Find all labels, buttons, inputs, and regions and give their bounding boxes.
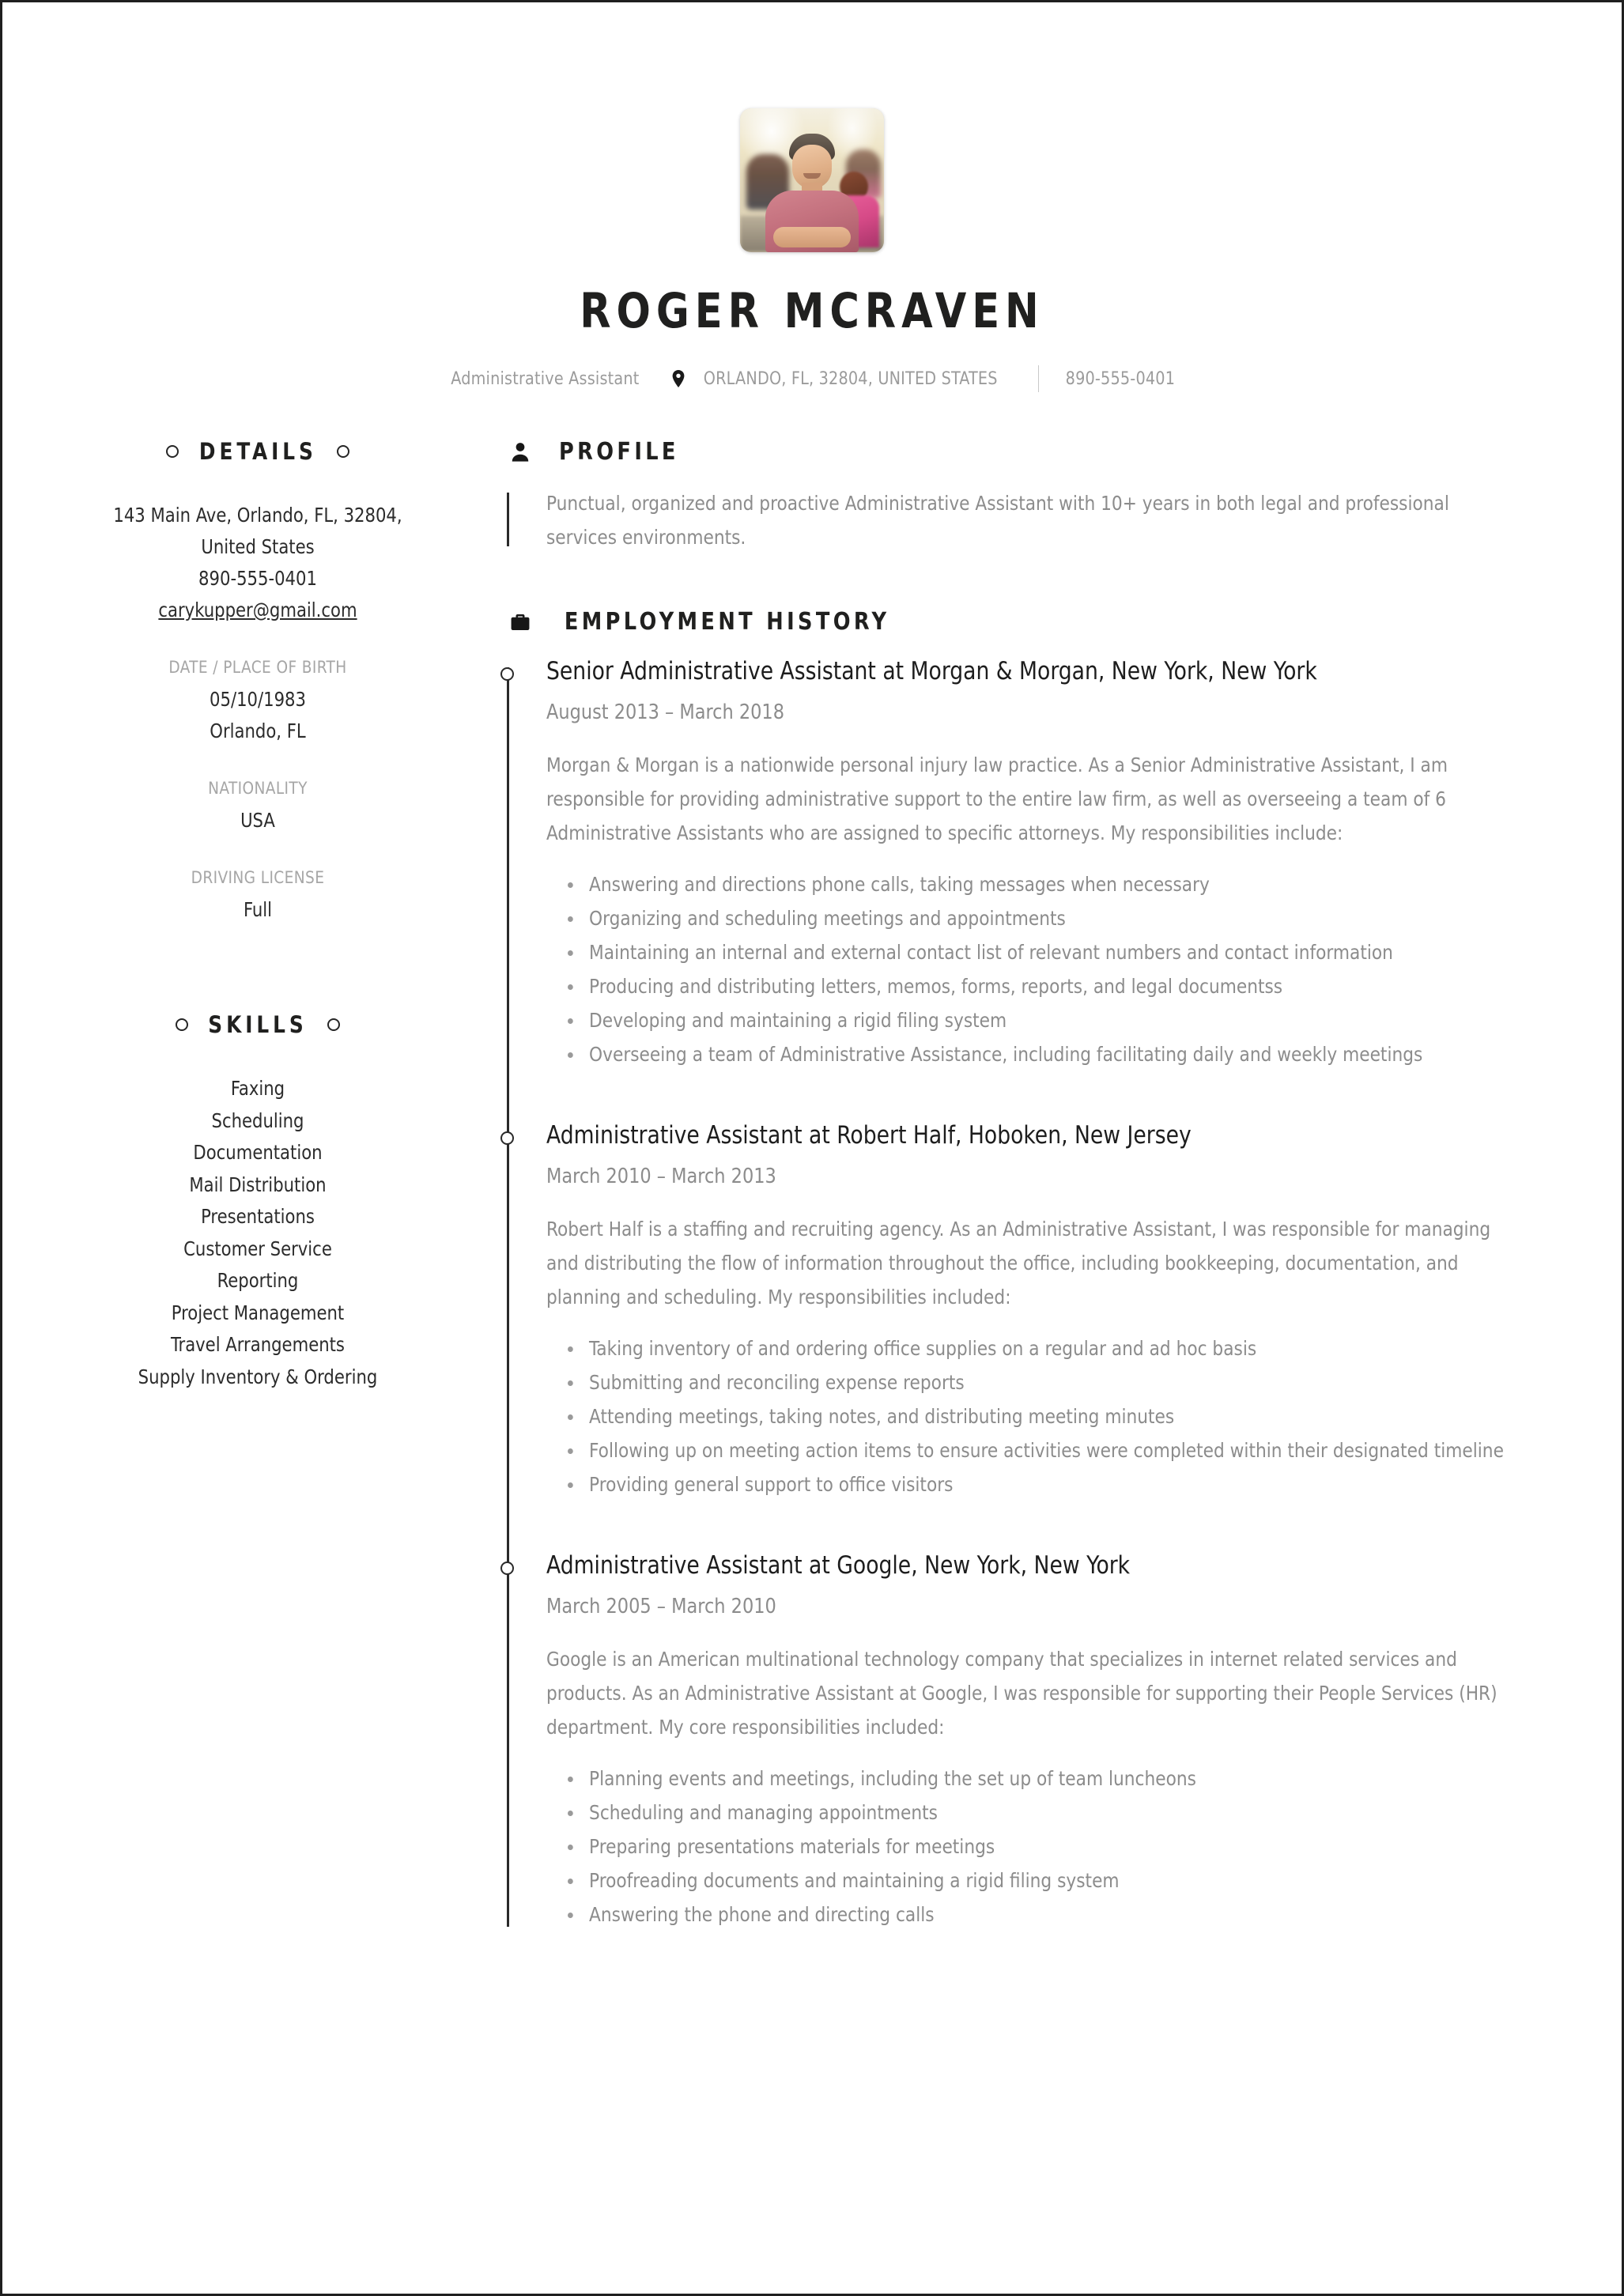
detail-field-nationality <box>75 779 440 836</box>
employment-heading-label: EMPLOYMENT HISTORY <box>564 608 890 636</box>
avatar-photo <box>740 108 884 252</box>
list-item: Answering and directions phone calls, taking messages when necessary <box>546 867 1516 901</box>
list-item: Customer Service <box>183 1237 332 1260</box>
list-item: Answering the phone and directing calls <box>546 1898 1516 1932</box>
details-address <box>82 500 433 626</box>
list-item: Scheduling <box>211 1108 304 1132</box>
list-item: Taking inventory of and ordering office supplies on a regular and ad hoc basis <box>546 1331 1516 1365</box>
list-item: Organizing and scheduling meetings and appointments <box>546 901 1516 935</box>
resume-columns <box>2 438 1622 1932</box>
briefcase-icon <box>507 609 534 636</box>
list-item: Project Management <box>171 1301 345 1324</box>
detail-field-driving-license <box>75 868 440 926</box>
foreground-person <box>765 134 859 252</box>
list-item: Reporting <box>217 1269 299 1292</box>
header-divider <box>1038 365 1040 392</box>
timeline-marker-icon <box>500 1131 514 1145</box>
list-item: Developing and maintaining a rigid filing system <box>546 1003 1516 1037</box>
address-line-1: 143 Main Ave, Orlando, FL, 32804, <box>113 504 402 527</box>
sidebar <box>75 438 440 1932</box>
detail-label-dob: DATE / PLACE OF BIRTH <box>168 658 347 678</box>
profile-heading-label: PROFILE <box>558 438 679 466</box>
location-group <box>672 368 1005 389</box>
circle-ornament-right-icon <box>337 445 349 458</box>
detail-value-driving-license: Full <box>243 898 273 921</box>
circle-ornament-right-icon <box>327 1018 340 1031</box>
header-contact-line <box>2 365 1622 392</box>
candidate-name: ROGER MCRAVEN <box>580 283 1044 339</box>
detail-value-nationality: USA <box>240 809 275 832</box>
resume-header <box>2 2 1622 392</box>
employment-entry <box>546 1120 1552 1501</box>
main-content <box>440 438 1552 1932</box>
details-phone: 890-555-0401 <box>198 567 317 590</box>
map-pin-icon <box>672 370 685 387</box>
skills-heading-label: SKILLS <box>208 1011 308 1038</box>
job-description: Morgan & Morgan is a nationwide personal injury law practice. As a Senior Administrative Assistant, I am responsible for providing administrative support to the entire law firm, as well as overseeing a team of 6 Administrative Assistants who are assigned to specific attorneys. My responsibilities include: <box>546 753 1448 844</box>
avatar <box>740 108 884 252</box>
resume-sheet <box>2 2 1622 2294</box>
job-bullet-list <box>546 1762 1552 1932</box>
list-item: Proofreading documents and maintaining a rigid filing system <box>546 1864 1516 1898</box>
detail-label-driving-license: DRIVING LICENSE <box>191 868 325 888</box>
job-bullet-list <box>546 1331 1552 1501</box>
timeline-marker-icon <box>500 667 514 681</box>
list-item: Preparing presentations materials for meetings <box>546 1830 1516 1864</box>
circle-ornament-left-icon <box>166 445 179 458</box>
list-item: Attending meetings, taking notes, and distributing meeting minutes <box>546 1399 1516 1433</box>
details-heading-label: DETAILS <box>198 438 317 465</box>
list-item: Providing general support to office visitors <box>546 1467 1516 1501</box>
address-line-2: United States <box>201 535 315 558</box>
detail-value-dob-date: 05/10/1983 <box>210 688 306 711</box>
profile-heading <box>507 438 1552 466</box>
skills-heading <box>75 1011 440 1038</box>
list-item: Scheduling and managing appointments <box>546 1796 1516 1830</box>
job-dates: August 2013 – March 2018 <box>546 701 785 724</box>
list-item: Mail Distribution <box>189 1173 327 1196</box>
list-item: Faxing <box>230 1077 285 1100</box>
employment-entry <box>546 656 1552 1071</box>
person-icon <box>507 439 534 466</box>
list-item: Presentations <box>201 1205 315 1228</box>
job-bullet-list <box>546 867 1552 1071</box>
list-item: Documentation <box>193 1141 323 1164</box>
list-item: Travel Arrangements <box>171 1333 345 1356</box>
detail-field-dob <box>75 658 440 747</box>
skills-section <box>75 1011 440 1393</box>
list-item: Overseeing a team of Administrative Assistance, including facilitating daily and weekly meetings <box>546 1037 1516 1071</box>
circle-ornament-left-icon <box>176 1018 188 1031</box>
list-item: Maintaining an internal and external contact list of relevant numbers and contact information <box>546 935 1516 969</box>
job-title: Administrative Assistant at Robert Half, Hoboken, New Jersey <box>546 1121 1192 1150</box>
profile-body <box>507 486 1552 554</box>
profile-rule <box>507 493 509 546</box>
list-item: Producing and distributing letters, memos, forms, reports, and legal documentss <box>546 969 1516 1003</box>
timeline-rule <box>507 667 509 1927</box>
list-item: Planning events and meetings, including the set up of team luncheons <box>546 1762 1516 1796</box>
job-dates: March 2005 – March 2010 <box>546 1595 776 1618</box>
job-title: Administrative Assistant at Google, New York, New York <box>546 1551 1131 1580</box>
detail-value-dob-place: Orlando, FL <box>210 719 306 742</box>
job-dates: March 2010 – March 2013 <box>546 1165 776 1188</box>
job-title: Senior Administrative Assistant at Morgan & Morgan, New York, New York <box>546 657 1317 685</box>
detail-label-nationality: NATIONALITY <box>208 779 308 799</box>
employment-entry <box>546 1550 1552 1932</box>
details-email[interactable]: carykupper@gmail.com <box>158 599 357 621</box>
list-item: Submitting and reconciling expense reports <box>546 1365 1516 1399</box>
job-description: Robert Half is a staffing and recruiting agency. As an Administrative Assistant, I was responsible for managing and distributing the flow of information throughout the office, including bookkeeping, documentation, and planning and scheduling. My responsibilities included: <box>546 1218 1491 1308</box>
header-phone: 890-555-0401 <box>1066 368 1176 389</box>
list-item: Following up on meeting action items to ensure activities were completed within their designated timeline <box>546 1433 1516 1467</box>
list-item: Supply Inventory & Ordering <box>138 1365 378 1388</box>
employment-heading <box>507 608 1552 636</box>
employment-section <box>507 608 1552 1932</box>
header-job-title: Administrative Assistant <box>451 368 640 389</box>
details-heading <box>75 438 440 465</box>
profile-text: Punctual, organized and proactive Administrative Assistant with 10+ years in both legal and professional services environments. <box>546 492 1449 549</box>
timeline-marker-icon <box>500 1562 514 1575</box>
employment-timeline <box>507 656 1552 1932</box>
header-location: ORLANDO, FL, 32804, UNITED STATES <box>703 368 998 389</box>
job-description: Google is an American multinational technology company that specializes in internet related services and products. As an Administrative Assistant at Google, I was responsible for supporting their People Services (HR) department. My core responsibilities included: <box>546 1648 1497 1739</box>
